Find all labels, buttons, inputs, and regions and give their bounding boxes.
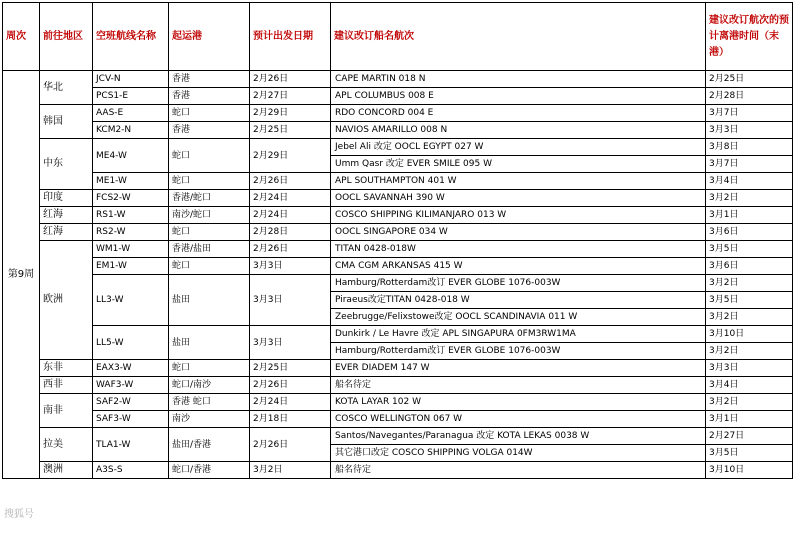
- eta-cell: 3月6日: [706, 258, 793, 275]
- eta-cell: 3月2日: [706, 275, 793, 292]
- vessel-cell: 船名待定: [331, 462, 706, 479]
- route-code-cell: LL3-W: [93, 275, 169, 326]
- route-code-cell: RS1-W: [93, 207, 169, 224]
- etd-cell: 2月25日: [250, 122, 331, 139]
- port-cell: 盐田/香港: [169, 428, 250, 462]
- eta-cell: 3月6日: [706, 224, 793, 241]
- port-cell: 香港/盐田: [169, 241, 250, 258]
- table-row: [3, 173, 793, 190]
- port-cell: 蛇口: [169, 360, 250, 377]
- port-cell: 香港: [169, 71, 250, 88]
- route-code-cell: A3S-S: [93, 462, 169, 479]
- header-etd: 预计出发日期: [250, 3, 331, 71]
- port-cell: 蛇口/香港: [169, 462, 250, 479]
- port-cell: 香港/蛇口: [169, 190, 250, 207]
- eta-cell: 3月2日: [706, 394, 793, 411]
- eta-cell: 3月4日: [706, 377, 793, 394]
- eta-cell: 3月1日: [706, 207, 793, 224]
- vessel-cell: Zeebrugge/Felixstowe改定 OOCL SCANDINAVIA 011 W: [331, 309, 706, 326]
- port-cell: 香港 蛇口: [169, 394, 250, 411]
- eta-cell: 2月25日: [706, 71, 793, 88]
- port-cell: 蛇口: [169, 258, 250, 275]
- route-code-cell: FCS2-W: [93, 190, 169, 207]
- eta-cell: 2月27日: [706, 428, 793, 445]
- port-cell: 盐田: [169, 275, 250, 326]
- etd-cell: 2月24日: [250, 394, 331, 411]
- eta-cell: 3月2日: [706, 309, 793, 326]
- etd-cell: 2月29日: [250, 139, 331, 173]
- route-code-cell: EM1-W: [93, 258, 169, 275]
- route-code-cell: LL5-W: [93, 326, 169, 360]
- region-cell: 东非: [40, 360, 93, 377]
- vessel-cell: CAPE MARTIN 018 N: [331, 71, 706, 88]
- route-code-cell: SAF3-W: [93, 411, 169, 428]
- port-cell: 香港: [169, 88, 250, 105]
- eta-cell: 3月8日: [706, 139, 793, 156]
- route-code-cell: WAF3-W: [93, 377, 169, 394]
- eta-cell: 3月3日: [706, 360, 793, 377]
- route-code-cell: ME1-W: [93, 173, 169, 190]
- vessel-cell: 船名待定: [331, 377, 706, 394]
- table-row: [3, 275, 793, 292]
- table-row: [3, 241, 793, 258]
- etd-cell: 2月24日: [250, 190, 331, 207]
- eta-cell: 3月2日: [706, 343, 793, 360]
- table-row: [3, 207, 793, 224]
- watermark: 搜狐号: [4, 509, 34, 520]
- route-code-cell: KCM2-N: [93, 122, 169, 139]
- etd-cell: 3月3日: [250, 258, 331, 275]
- header-vessel: 建议改订船名航次: [331, 3, 706, 71]
- eta-cell: 2月28日: [706, 88, 793, 105]
- table-row: [3, 224, 793, 241]
- table-row: [3, 394, 793, 411]
- eta-cell: 3月10日: [706, 462, 793, 479]
- region-cell: 欧洲: [40, 241, 93, 360]
- eta-cell: 3月2日: [706, 190, 793, 207]
- region-cell: 西非: [40, 377, 93, 394]
- vessel-cell: APL COLUMBUS 008 E: [331, 88, 706, 105]
- route-code-cell: ME4-W: [93, 139, 169, 173]
- vessel-cell: OOCL SAVANNAH 390 W: [331, 190, 706, 207]
- etd-cell: 2月26日: [250, 173, 331, 190]
- region-cell: 华北: [40, 71, 93, 105]
- vessel-cell: Jebel Ali 改定 OOCL EGYPT 027 W: [331, 139, 706, 156]
- eta-cell: 3月10日: [706, 326, 793, 343]
- eta-cell: 3月5日: [706, 445, 793, 462]
- table-row: [3, 411, 793, 428]
- vessel-cell: CMA CGM ARKANSAS 415 W: [331, 258, 706, 275]
- route-code-cell: RS2-W: [93, 224, 169, 241]
- eta-cell: 3月7日: [706, 156, 793, 173]
- port-cell: 南沙/蛇口: [169, 207, 250, 224]
- eta-cell: 3月5日: [706, 292, 793, 309]
- schedule-body: [3, 71, 793, 479]
- route-code-cell: AAS-E: [93, 105, 169, 122]
- port-cell: 蛇口: [169, 224, 250, 241]
- table-row: [3, 122, 793, 139]
- table-row: [3, 190, 793, 207]
- eta-cell: 3月1日: [706, 411, 793, 428]
- route-code-cell: EAX3-W: [93, 360, 169, 377]
- region-cell: 红海: [40, 207, 93, 224]
- table-row: [3, 326, 793, 343]
- region-cell: 中东: [40, 139, 93, 190]
- table-row: [3, 258, 793, 275]
- vessel-cell: Santos/Navegantes/Paranagua 改定 KOTA LEKAS 0038 W: [331, 428, 706, 445]
- eta-cell: 3月5日: [706, 241, 793, 258]
- table-row: [3, 105, 793, 122]
- schedule-table: [2, 2, 793, 479]
- table-row: [3, 360, 793, 377]
- vessel-cell: APL SOUTHAMPTON 401 W: [331, 173, 706, 190]
- port-cell: 香港: [169, 122, 250, 139]
- week-cell: 第9周: [3, 71, 40, 479]
- eta-cell: 3月4日: [706, 173, 793, 190]
- vessel-cell: OOCL SINGAPORE 034 W: [331, 224, 706, 241]
- eta-cell: 3月7日: [706, 105, 793, 122]
- port-cell: 蛇口/南沙: [169, 377, 250, 394]
- etd-cell: 2月28日: [250, 224, 331, 241]
- vessel-cell: TITAN 0428-018W: [331, 241, 706, 258]
- table-row: [3, 462, 793, 479]
- vessel-cell: COSCO SHIPPING KILIMANJARO 013 W: [331, 207, 706, 224]
- vessel-cell: 其它港口改定 COSCO SHIPPING VOLGA 014W: [331, 445, 706, 462]
- eta-cell: 3月3日: [706, 122, 793, 139]
- etd-cell: 2月29日: [250, 105, 331, 122]
- etd-cell: 2月26日: [250, 377, 331, 394]
- vessel-cell: KOTA LAYAR 102 W: [331, 394, 706, 411]
- etd-cell: 2月26日: [250, 428, 331, 462]
- port-cell: 盐田: [169, 326, 250, 360]
- port-cell: 蛇口: [169, 105, 250, 122]
- route-code-cell: TLA1-W: [93, 428, 169, 462]
- etd-cell: 3月2日: [250, 462, 331, 479]
- table-row: [3, 88, 793, 105]
- region-cell: 拉美: [40, 428, 93, 462]
- header-eta: 建议改订航次的预计离港时间（末港）: [706, 3, 793, 71]
- etd-cell: 2月25日: [250, 360, 331, 377]
- table-row: [3, 139, 793, 156]
- table-row: [3, 71, 793, 88]
- etd-cell: 3月3日: [250, 326, 331, 360]
- header-route: 空班航线名称: [93, 3, 169, 71]
- port-cell: 蛇口: [169, 139, 250, 173]
- port-cell: 蛇口: [169, 173, 250, 190]
- port-cell: 南沙: [169, 411, 250, 428]
- vessel-cell: NAVIOS AMARILLO 008 N: [331, 122, 706, 139]
- vessel-cell: RDO CONCORD 004 E: [331, 105, 706, 122]
- route-code-cell: SAF2-W: [93, 394, 169, 411]
- etd-cell: 2月27日: [250, 88, 331, 105]
- region-cell: 澳洲: [40, 462, 93, 479]
- route-code-cell: WM1-W: [93, 241, 169, 258]
- etd-cell: 3月3日: [250, 275, 331, 326]
- route-code-cell: PCS1-E: [93, 88, 169, 105]
- vessel-cell: COSCO WELLINGTON 067 W: [331, 411, 706, 428]
- header-week: 周次: [3, 3, 40, 71]
- vessel-cell: Umm Qasr 改定 EVER SMILE 095 W: [331, 156, 706, 173]
- vessel-cell: Hamburg/Rotterdam改订 EVER GLOBE 1076-003W: [331, 275, 706, 292]
- etd-cell: 2月26日: [250, 71, 331, 88]
- table-row: [3, 428, 793, 445]
- etd-cell: 2月24日: [250, 207, 331, 224]
- table-row: [3, 377, 793, 394]
- vessel-cell: Piraeus改定TITAN 0428-018 W: [331, 292, 706, 309]
- region-cell: 红海: [40, 224, 93, 241]
- header-region: 前往地区: [40, 3, 93, 71]
- vessel-cell: Dunkirk / Le Havre 改定 APL SINGAPURA 0FM3RW1MA: [331, 326, 706, 343]
- region-cell: 韩国: [40, 105, 93, 139]
- header-port: 起运港: [169, 3, 250, 71]
- region-cell: 印度: [40, 190, 93, 207]
- etd-cell: 2月26日: [250, 241, 331, 258]
- etd-cell: 2月18日: [250, 411, 331, 428]
- vessel-cell: Hamburg/Rotterdam改订 EVER GLOBE 1076-003W: [331, 343, 706, 360]
- route-code-cell: JCV-N: [93, 71, 169, 88]
- region-cell: 南非: [40, 394, 93, 428]
- vessel-cell: EVER DIADEM 147 W: [331, 360, 706, 377]
